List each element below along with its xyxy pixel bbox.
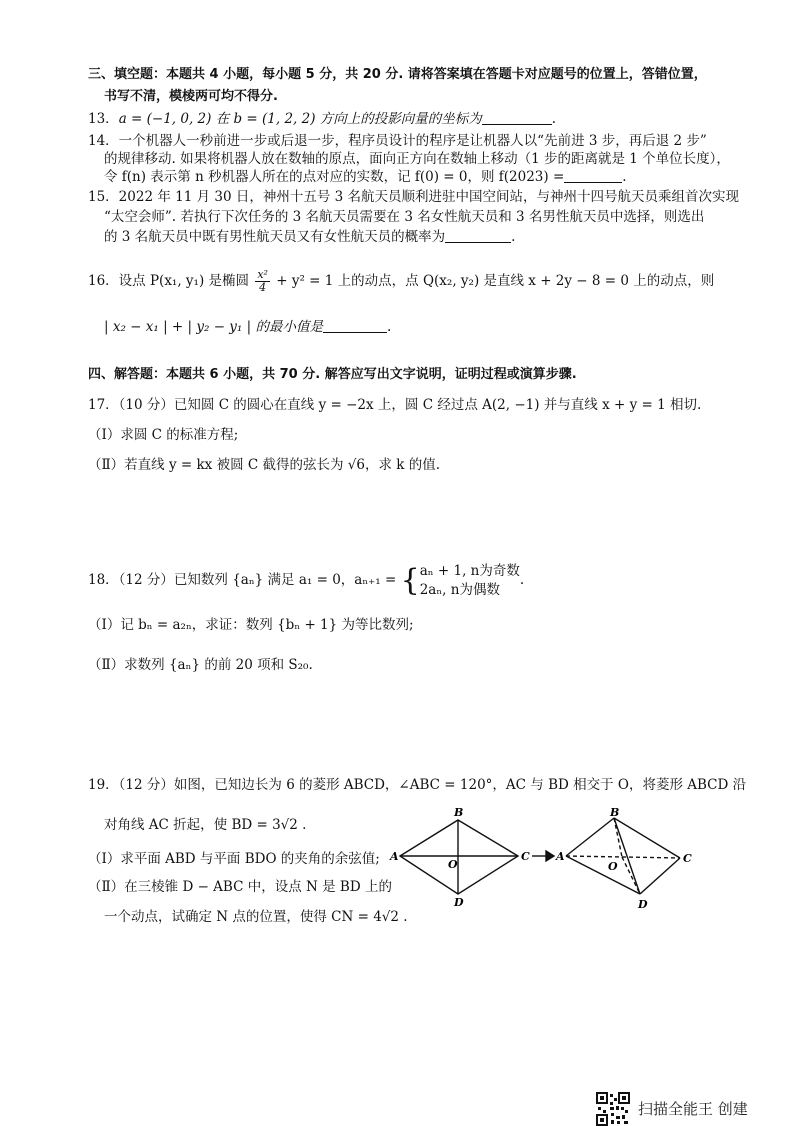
q17-line1: 17．（10 分）已知圆 C 的圆心在直线 y = −2x 上，圆 C 经过点 A(2, −1) 并与直线 x + y = 1 相切. bbox=[88, 397, 702, 413]
q16-fraction bbox=[255, 269, 270, 294]
q18-line1-a: 18．（12 分）已知数列 {aₙ} 满足 a₁ = 0，aₙ₊₁ = bbox=[88, 572, 397, 588]
q16-line1-b: + y² = 1 上的动点，点 Q(x₂, y₂) 是直线 x + 2y − 8 = 0 上的动点，则 bbox=[276, 273, 715, 289]
label-c-right: C bbox=[683, 852, 692, 865]
q13-answer-blank[interactable] bbox=[482, 110, 552, 125]
q13 bbox=[88, 110, 556, 128]
q18-end: . bbox=[519, 572, 525, 588]
q13-end: . bbox=[551, 111, 557, 127]
q17-part1: （Ⅰ）求圆 C 的标准方程; bbox=[88, 427, 239, 443]
q13-number: 13． bbox=[88, 111, 119, 127]
label-d-right: D bbox=[638, 898, 648, 911]
q13-text: a = (−1, 0, 2) 在 b = (1, 2, 2) 方向上的投影向量的坐标为 bbox=[118, 111, 482, 127]
q15-end: . bbox=[511, 229, 516, 245]
q18-cases bbox=[420, 562, 520, 600]
edge-ab bbox=[566, 818, 614, 856]
label-a-right: A bbox=[556, 850, 565, 863]
section3-header-line1: 三、填空题：本题共 4 小题，每小题 5 分，共 20 分. 请将答案填在答题卡对应题号的位置上，答错位置， bbox=[88, 67, 707, 82]
q18-case2: 2aₙ, n为偶数 bbox=[419, 581, 500, 598]
q18-part1: （Ⅰ）记 bₙ = a₂ₙ，求证：数列 {bₙ + 1} 为等比数列; bbox=[88, 617, 414, 633]
q16-frac-den: 4 bbox=[259, 281, 267, 294]
q16-line2-text: | x₂ − x₁ | + | y₂ − y₁ | 的最小值是 bbox=[104, 319, 323, 335]
label-o-right: O bbox=[608, 860, 618, 873]
q14-line3 bbox=[104, 168, 627, 186]
label-d-left: D bbox=[454, 896, 464, 909]
label-c-left: C bbox=[521, 850, 530, 863]
watermark-text: 扫描全能王 创建 bbox=[638, 1100, 748, 1118]
label-b-right: B bbox=[610, 806, 620, 819]
q16-frac-num: x² bbox=[257, 268, 268, 281]
scanner-watermark bbox=[596, 1092, 776, 1126]
q16-line2 bbox=[104, 318, 391, 336]
edge-od-hidden bbox=[622, 857, 640, 894]
q14-line2: 的规律移动. 如果将机器人放在数轴的原点，面向正方向在数轴上移动（1 步的距离就是 1 个单位长度）， bbox=[104, 151, 730, 167]
q16-answer-blank[interactable] bbox=[323, 318, 387, 333]
q15-line3-text: 的 3 名航天员中既有男性航天员又有女性航天员的概率为 bbox=[104, 229, 446, 245]
qr-code-icon bbox=[596, 1092, 630, 1126]
edge-dc bbox=[640, 858, 680, 894]
q15-line3 bbox=[104, 228, 515, 246]
q18-case1: aₙ + 1, n为奇数 bbox=[419, 562, 520, 579]
label-b-left: B bbox=[454, 806, 464, 819]
folded-tetrahedron bbox=[566, 818, 680, 894]
edge-bc bbox=[614, 818, 680, 858]
q19-line1: 19．（12 分）如图，已知边长为 6 的菱形 ABCD，∠ABC = 120°，AC 与 BD 相交于 O，将菱形 ABCD 沿 bbox=[88, 777, 747, 793]
q14-line1: 14．一个机器人一秒前进一步或后退一步，程序员设计的程序是让机器人以“先前进 3 步，再后退 2 步” bbox=[88, 133, 707, 149]
q18-line1 bbox=[88, 560, 524, 600]
label-o-left: O bbox=[448, 858, 458, 871]
q18-brace: { bbox=[400, 562, 420, 598]
flat-rhombus bbox=[400, 820, 518, 894]
q19-line2: 对角线 AC 折起，使 BD = 3√2 . bbox=[104, 817, 307, 833]
q14-end: . bbox=[622, 169, 627, 185]
q19-line-last: 一个动点，试确定 N 点的位置，使得 CN = 4√2 . bbox=[104, 909, 408, 925]
q17-part2: （Ⅱ）若直线 y = kx 被圆 C 截得的弦长为 √6，求 k 的值. bbox=[88, 457, 441, 473]
q14-line3-text: 令 f(n) 表示第 n 秒机器人所在的点对应的实数，记 f(0) = 0，则 f(2023) = bbox=[104, 169, 565, 185]
q15-line1: 15．2022 年 11 月 30 日，神州十五号 3 名航天员顺利进驻中国空间站，与神州十四号航天员乘组首次实现 bbox=[88, 189, 740, 205]
label-a-left: A bbox=[390, 850, 399, 863]
q16-line1-a: 16．设点 P(x₁, y₁) 是椭圆 bbox=[88, 273, 250, 289]
q19-part2: （Ⅱ）在三棱锥 D − ABC 中，设点 N 是 BD 上的 bbox=[88, 879, 392, 895]
q18-part2: （Ⅱ）求数列 {aₙ} 的前 20 项和 S₂₀. bbox=[88, 657, 313, 673]
rhombus-fold-figure bbox=[388, 806, 706, 914]
q16-line1 bbox=[88, 266, 714, 296]
q14-answer-blank[interactable] bbox=[564, 168, 622, 183]
section3-header-line2: 书写不清，模棱两可均不得分. bbox=[104, 89, 278, 104]
q16-end: . bbox=[386, 319, 392, 335]
q19-part1: （Ⅰ）求平面 ABD 与平面 BDO 的夹角的余弦值; bbox=[88, 851, 380, 867]
q15-answer-blank[interactable] bbox=[445, 228, 511, 243]
arrow-icon bbox=[532, 851, 554, 861]
section4-header: 四、解答题：本题共 6 小题，共 70 分. 解答应写出文字说明，证明过程或演算步骤. bbox=[88, 367, 577, 382]
rhombus-outline bbox=[400, 820, 518, 894]
q15-line2: “太空会师”. 若执行下次任务的 3 名航天员需要在 3 名女性航天员和 3 名男性航天员中选择，则选出 bbox=[104, 209, 705, 225]
